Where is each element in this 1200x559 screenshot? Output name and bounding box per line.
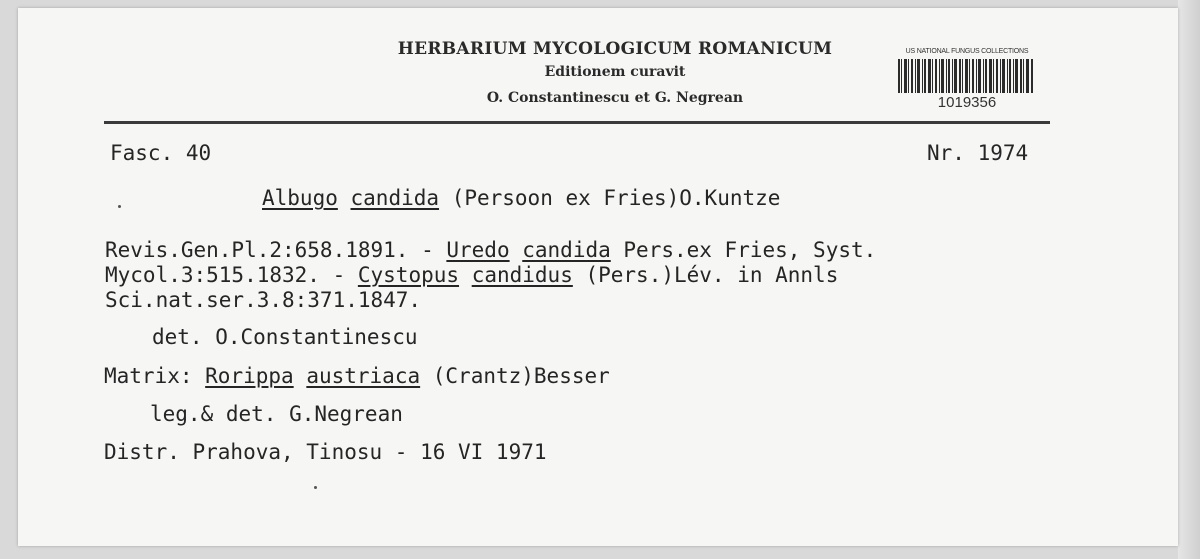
barcode-label: US NATIONAL FUNGUS COLLECTIONS bbox=[905, 48, 1029, 55]
barcode-icon bbox=[898, 59, 1034, 93]
host-authority: (Crantz)Besser bbox=[420, 364, 610, 388]
citation-text: Mycol.3:515.1832. - bbox=[105, 263, 358, 287]
fascicle-number: Fasc. 40 bbox=[110, 141, 212, 165]
locality-date: Distr. Prahova, Tinosu - 16 VI 1971 bbox=[104, 440, 547, 464]
citation-line-2 bbox=[105, 263, 838, 287]
citation-line-3: Sci.nat.ser.3.8:371.1847. bbox=[105, 288, 422, 312]
speck bbox=[314, 486, 317, 489]
host-genus: Rorippa bbox=[205, 364, 294, 388]
editors-names: O. Constantinescu et G. Negrean bbox=[486, 90, 744, 106]
matrix-host bbox=[104, 364, 610, 388]
editor-line: Editionem curavit bbox=[544, 64, 686, 80]
speck bbox=[118, 205, 121, 208]
synonym-genus: Uredo bbox=[446, 238, 510, 262]
citation-text: Revis.Gen.Pl.2:658.1891. - bbox=[105, 238, 447, 262]
matrix-label: Matrix: bbox=[104, 364, 206, 388]
barcode-number: 1019356 bbox=[937, 94, 997, 111]
host-species: austriaca bbox=[306, 364, 421, 388]
barcode-block bbox=[898, 48, 1036, 120]
synonym-species: candidus bbox=[471, 263, 573, 287]
taxon-name bbox=[262, 186, 780, 210]
collection-title: HERBARIUM MYCOLOGICUM ROMANICUM bbox=[397, 39, 833, 59]
citation-line-1 bbox=[105, 238, 876, 262]
citation-text: Pers.ex Fries, Syst. bbox=[610, 238, 877, 262]
synonym-species: candida bbox=[522, 238, 611, 262]
header-rule bbox=[104, 121, 1050, 124]
taxon-authority: (Persoon ex Fries)O.Kuntze bbox=[451, 186, 781, 210]
specimen-number: Nr. 1974 bbox=[927, 141, 1029, 165]
synonym-genus: Cystopus bbox=[357, 263, 460, 287]
scan-edge bbox=[1178, 0, 1200, 559]
citation-text: (Pers.)Lév. in Annls bbox=[572, 263, 839, 287]
determiner: det. O.Constantinescu bbox=[152, 325, 418, 349]
taxon-genus: Albugo bbox=[262, 186, 338, 210]
taxon-species: candida bbox=[350, 186, 440, 210]
collector: leg.& det. G.Negrean bbox=[150, 402, 403, 426]
